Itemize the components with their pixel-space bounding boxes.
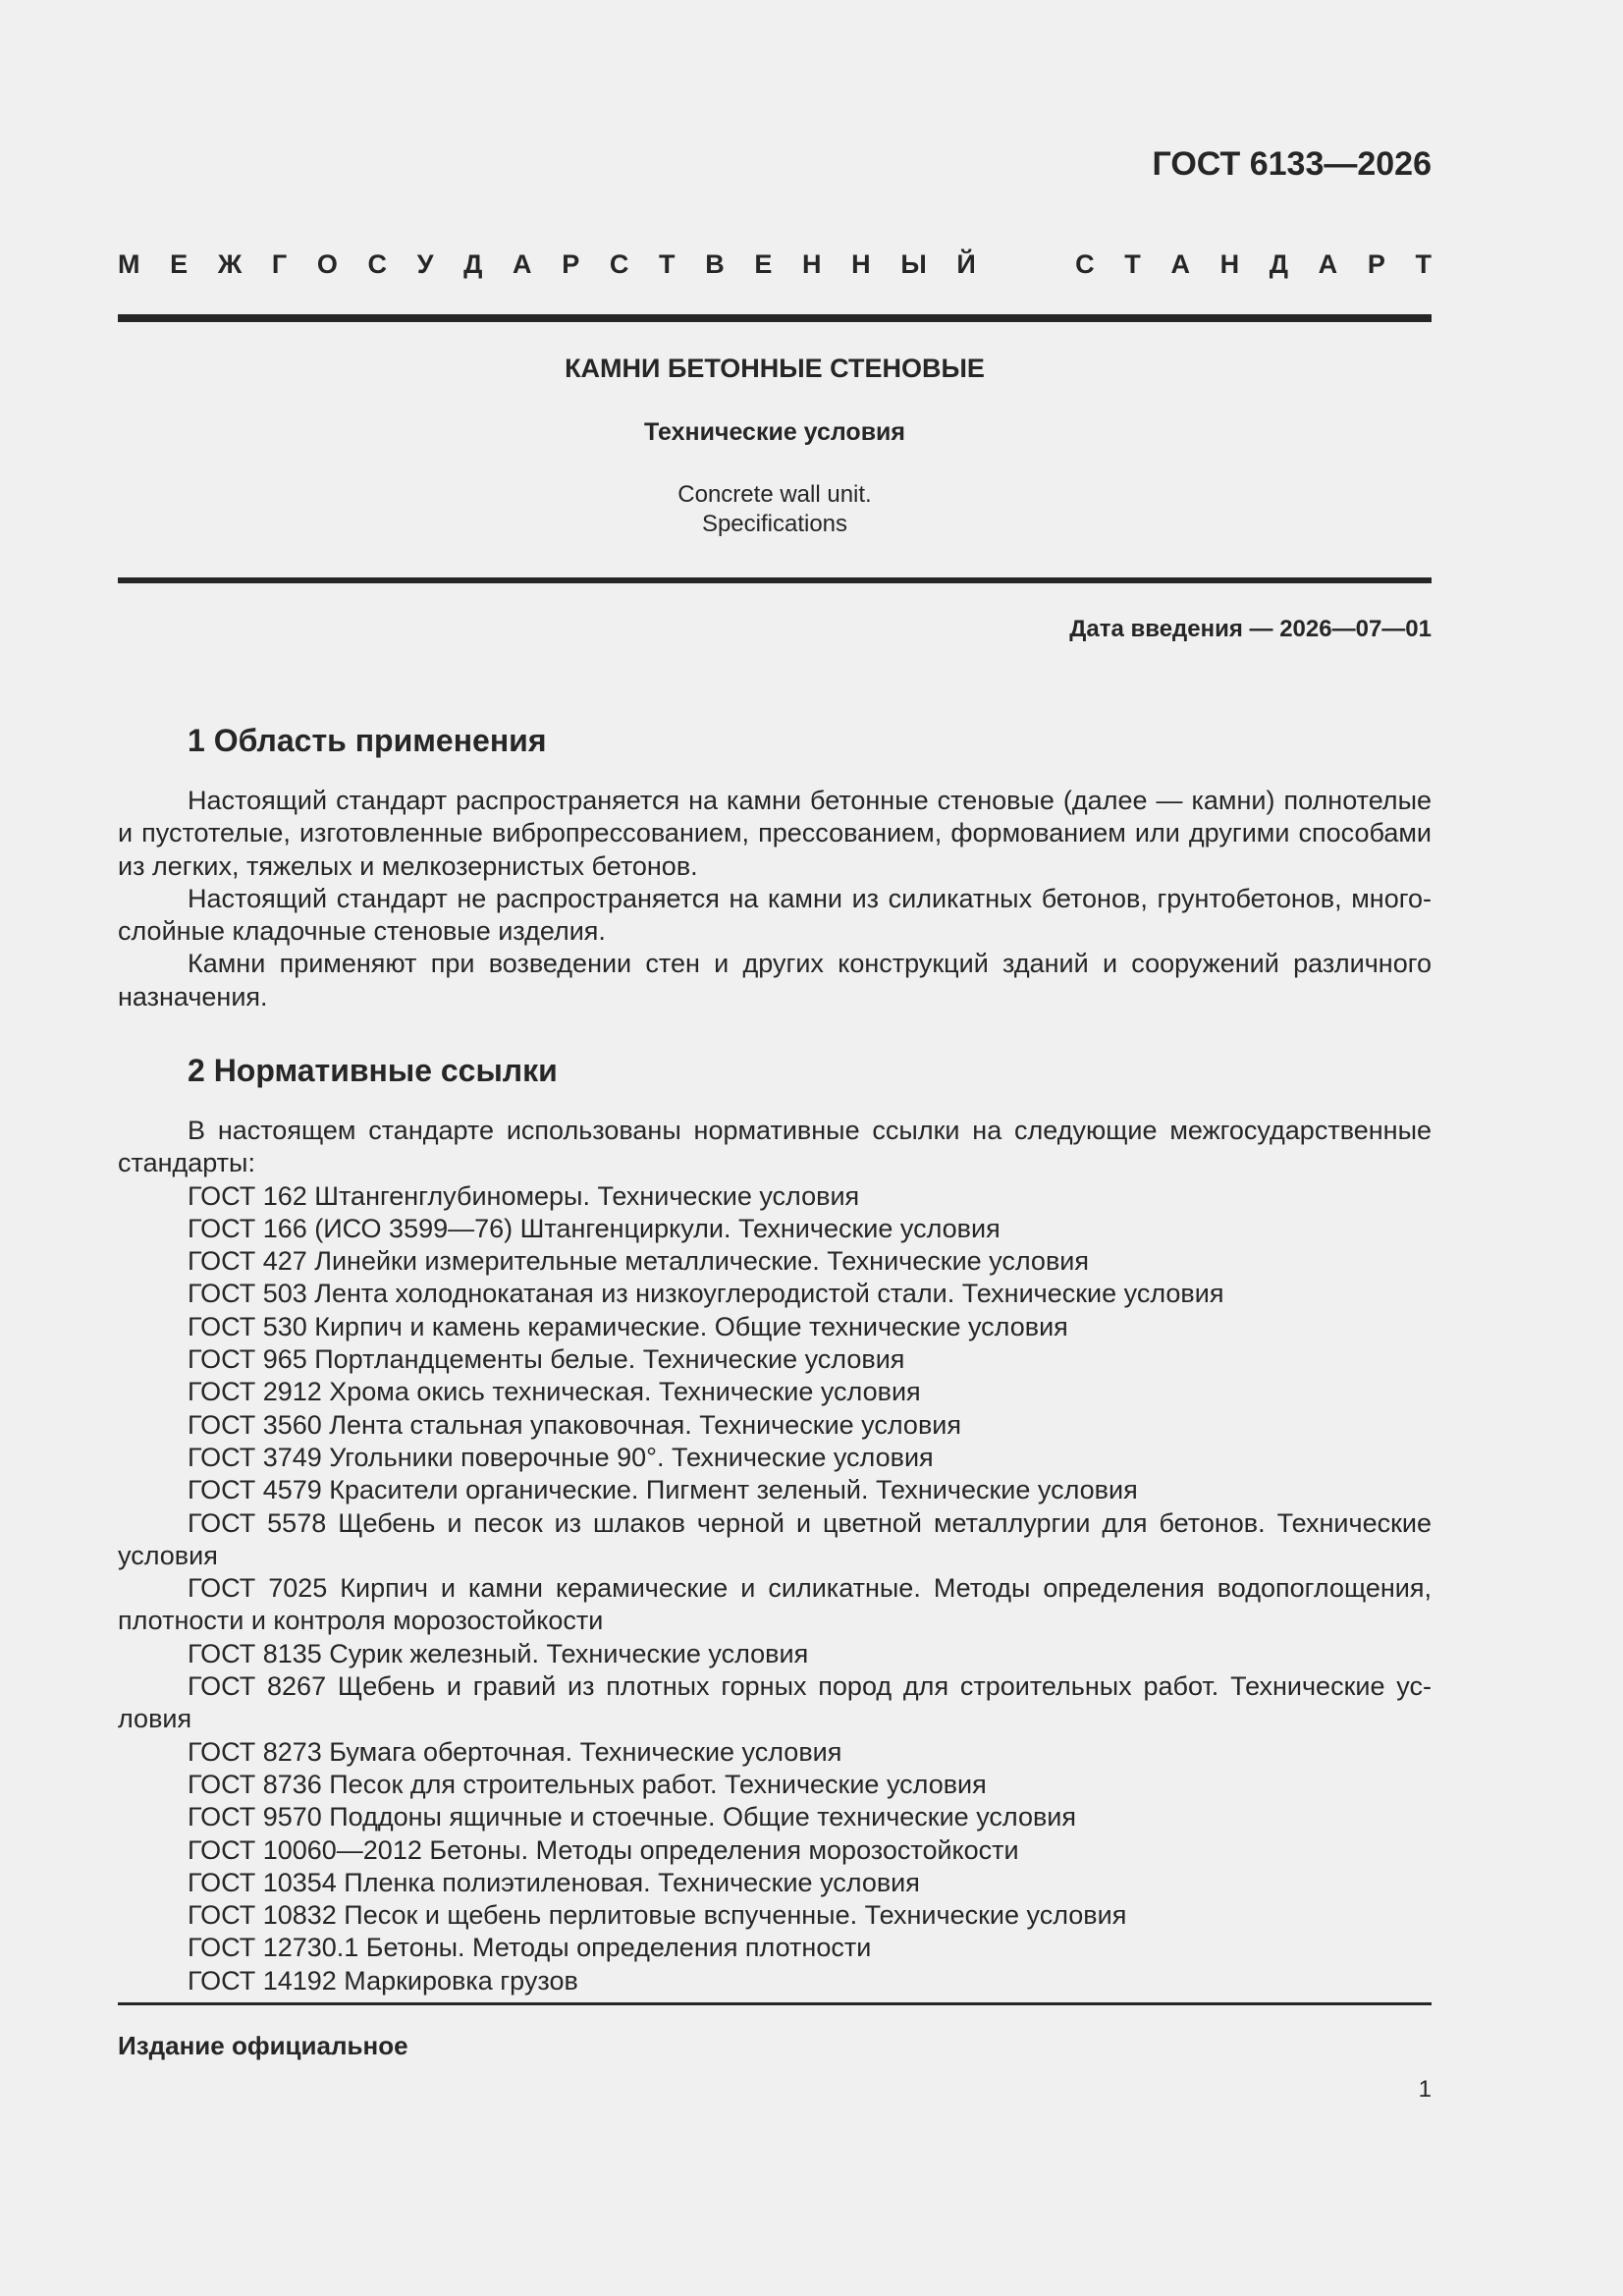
document-title: КАМНИ БЕТОННЫЕ СТЕНОВЫЕ [565,354,985,383]
standard-type-letter: С [609,249,629,279]
word-gap [1005,249,1045,280]
standard-type-letter: Т [1415,249,1432,279]
reference-item: ГОСТ 8273 Бумага оберточная. Технические условия [188,1736,842,1767]
standard-type-letter: Н [802,249,822,279]
introduction-date: Дата введения — 2026—07—01 [1069,616,1432,642]
reference-item: ГОСТ 10832 Песок и щебень перлитовые вспученные. Технические условия [188,1900,1127,1931]
standard-type-letter: Т [1124,249,1141,279]
standard-type-letter: С [367,249,388,279]
reference-item: ГОСТ 10060—2012 Бетоны. Методы определения морозостойкости [188,1834,1019,1865]
top-thick-rule [118,314,1432,322]
standard-type-letter: А [1318,249,1338,279]
standard-type-letter: В [705,249,725,279]
section-1-paragraph: Настоящий стандарт не распространяется на камни из силикатных бетонов, грунтобетонов, многослойные кладочные стеновые изделия. [118,883,1432,947]
reference-item: ГОСТ 3749 Угольники поверочные 90°. Технические условия [188,1442,934,1472]
reference-list [118,1180,1432,1997]
reference-item: ГОСТ 530 Кирпич и камень керамические. Общие технические условия [188,1311,1068,1341]
title-bottom-rule [118,577,1432,583]
standard-type-letter: О [316,249,338,279]
standard-type-letter: А [1170,249,1190,279]
standard-type-letter: Г [271,249,288,279]
english-title-line1: Concrete wall unit. [677,481,872,508]
reference-item: ГОСТ 14192 Маркировка грузов [188,1965,578,1995]
section-1-paragraph: Настоящий стандарт распространяется на камни бетонные стеновые (далее — камни) полнотелые и пустотелые, изготовленные вибропрессованием, прессованием, формованием или другими способами из легких, тяжелых и мелкозернистых бетонов. [118,786,1432,881]
section-1-body [118,785,1432,1013]
reference-item: ГОСТ 162 Штангенглубиномеры. Технические условия [188,1180,860,1211]
standard-type-letter: С [1075,249,1095,279]
standard-type-letter: Н [851,249,871,279]
reference-item: ГОСТ 2912 Хрома окись техническая. Технические условия [188,1377,921,1407]
reference-item: ГОСТ 3560 Лента стальная упаковочная. Технические условия [188,1409,961,1440]
standard-type-letter: А [513,249,532,279]
reference-item: ГОСТ 9570 Поддоны ящичные и стоечные. Общие технические условия [188,1802,1077,1832]
section-1-heading: 1 Область применения [188,723,547,758]
reference-item: ГОСТ 12730.1 Бетоны. Методы определения плотности [188,1933,872,1963]
standard-type-letter: Р [562,249,580,279]
reference-item: ГОСТ 7025 Кирпич и камни керамические и силикатные. Методы определения водопоглощения, плотности и контроля морозостойкости [118,1573,1432,1636]
section-2-body [118,1115,1432,1997]
reference-item: ГОСТ 166 (ИСО 3599—76) Штангенциркули. Технические условия [188,1213,1001,1243]
standard-type-letter: Т [659,249,676,279]
standard-type-letter: М [118,249,140,279]
reference-item: ГОСТ 5578 Щебень и песок из шлаков черной и цветной металлургии для бетонов. Технические условия [118,1507,1432,1570]
standard-type-letter: Ы [900,249,927,279]
section-2-heading: 2 Нормативные ссылки [188,1053,558,1088]
reference-item: ГОСТ 8736 Песок для строительных работ. Технические условия [188,1769,987,1799]
standard-type-letter: У [416,249,434,279]
standard-type-letter: Е [754,249,773,279]
official-edition-label: Издание официальное [118,2031,408,2060]
reference-item: ГОСТ 4579 Красители органические. Пигмент зеленый. Технические условия [188,1475,1138,1505]
standard-type-letter: Д [1269,249,1289,279]
page-number: 1 [1418,2076,1432,2103]
reference-item: ГОСТ 503 Лента холоднокатаная из низкоуглеродистой стали. Технические условия [188,1279,1224,1309]
reference-item: ГОСТ 427 Линейки измерительные металлические. Технические условия [188,1246,1089,1277]
english-title-line2: Specifications [701,511,848,537]
footer-rule [118,2002,1432,2005]
standard-type-letter: Д [463,249,483,279]
reference-item: ГОСТ 8267 Щебень и гравий из плотных горных пород для строительных работ. Технические условия [118,1671,1432,1734]
reference-item: ГОСТ 8135 Сурик железный. Технические условия [188,1638,809,1668]
section-2-intro: В настоящем стандарте использованы нормативные ссылки на следующие межгосударственные стандарты: [118,1116,1432,1178]
reference-item: ГОСТ 965 Портландцементы белые. Технические условия [188,1344,905,1375]
document-subtitle: Технические условия [643,418,906,446]
standard-type-letter: Е [170,249,189,279]
standard-type-letter: Ж [217,249,243,279]
standard-type-heading [118,249,1432,280]
document-code: ГОСТ 6133—2026 [1152,145,1432,183]
standard-type-letter: Й [956,249,976,279]
reference-item: ГОСТ 10354 Пленка полиэтиленовая. Технические условия [188,1867,920,1897]
section-1-paragraph: Камни применяют при возведении стен и других конструкций зданий и сооружений различного назначения. [118,949,1432,1011]
standard-type-letter: Н [1219,249,1240,279]
standard-type-letter: Р [1367,249,1385,279]
